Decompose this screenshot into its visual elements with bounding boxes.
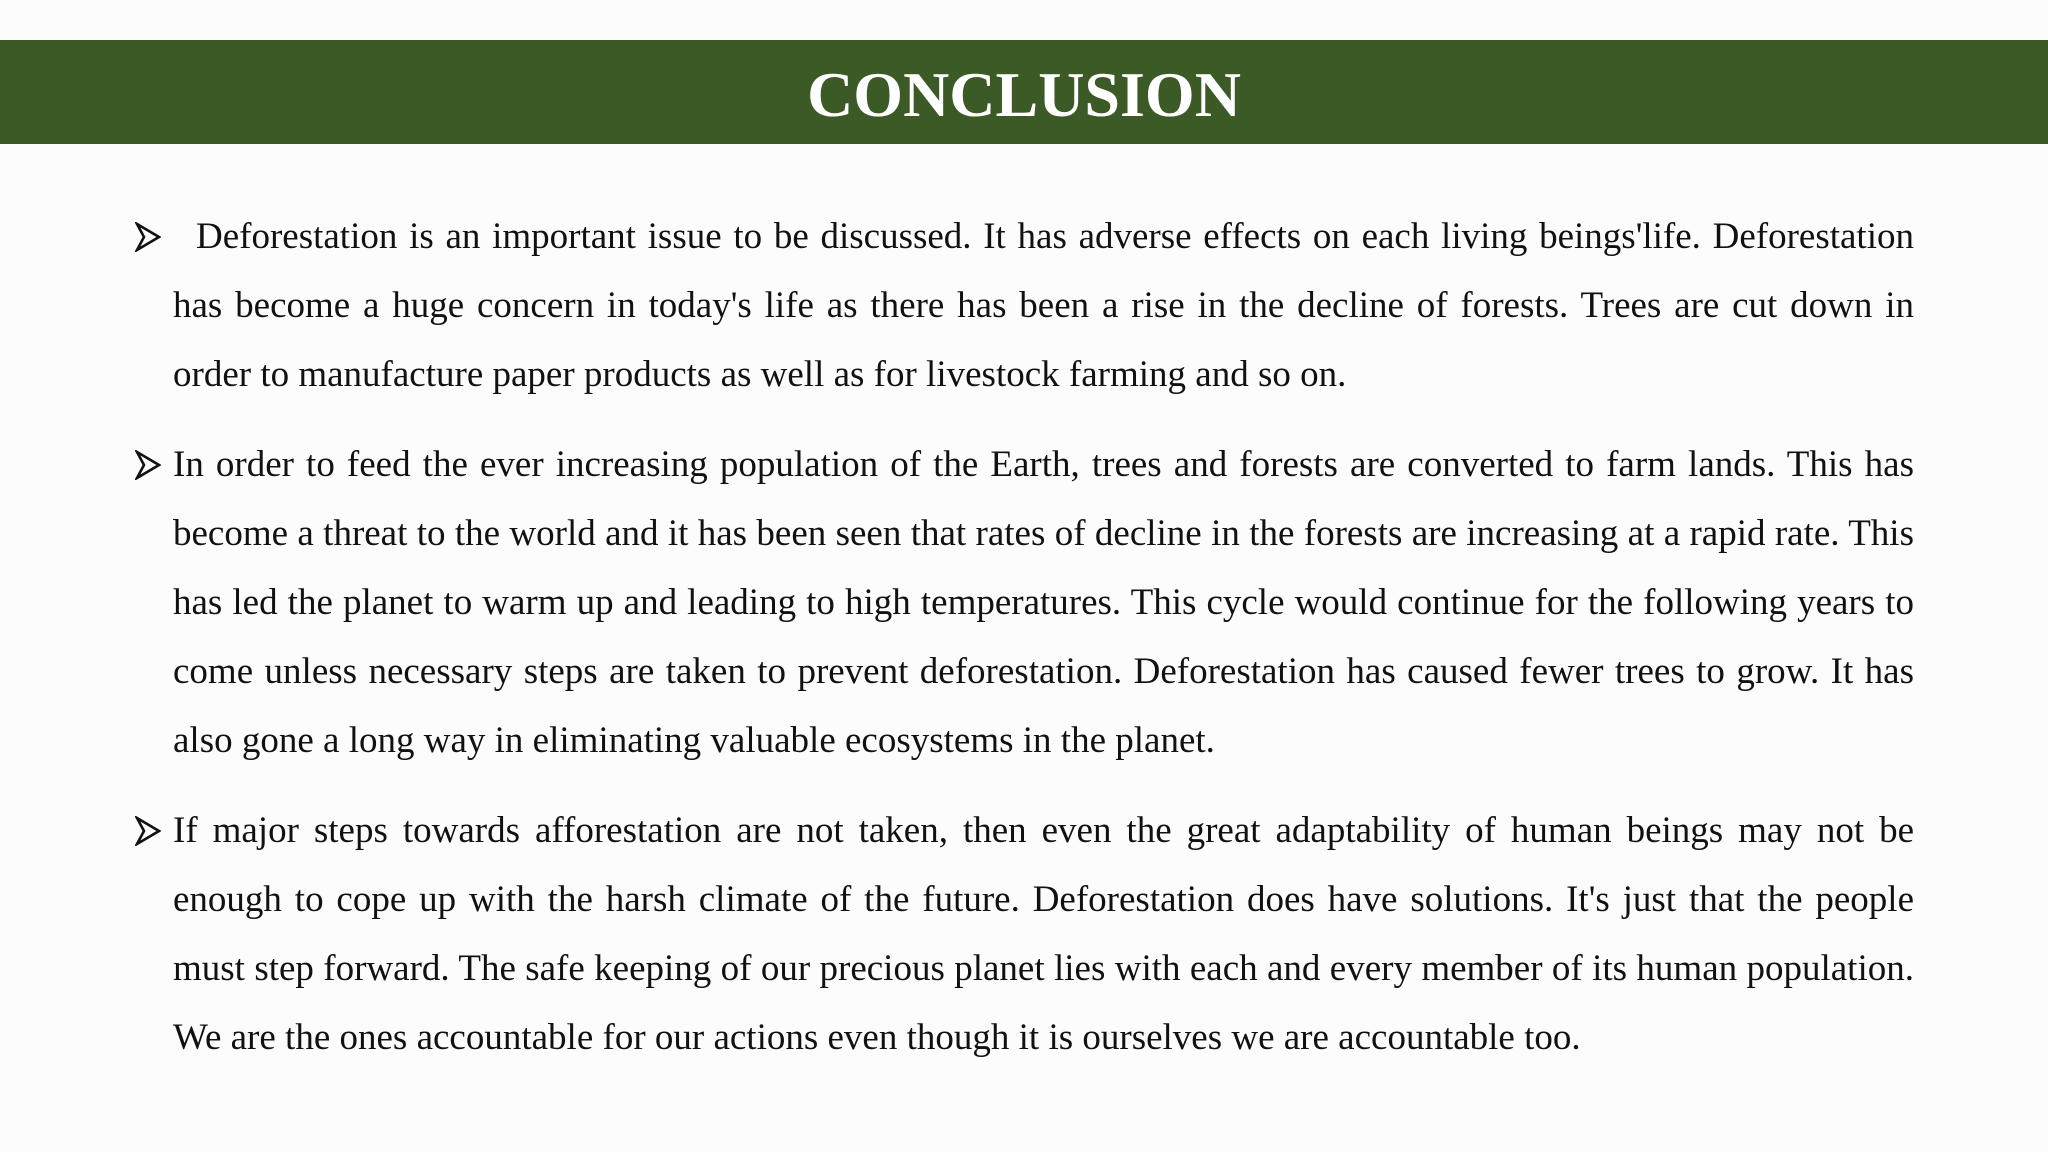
bullet-item: [135, 796, 1914, 1072]
bullet-list: [135, 202, 1914, 1093]
arrowhead-bullet-icon: [135, 450, 161, 480]
bullet-item: [135, 202, 1914, 409]
bullet-item: [135, 430, 1914, 775]
bullet-text: Deforestation is an important issue to be discussed. It has adverse effects on each living beings'life. Deforestation has become a huge concern in today's life as there has been a rise in the decline of forests. Trees are cut down in order to manufacture paper products as well as for livestock farming and so on.: [173, 216, 1914, 395]
bullet-text: If major steps towards afforestation are not taken, then even the great adaptability of human beings may not be enough to cope up with the harsh climate of the future. Deforestation does have solutions. It's just that the people must step forward. The safe keeping of our precious planet lies with each and every member of its human population. We are the ones accountable for our actions even though it is ourselves we are accountable too.: [173, 810, 1914, 1058]
arrowhead-bullet-icon: [135, 222, 161, 252]
slide-title: CONCLUSION: [807, 59, 1241, 130]
bullet-text: In order to feed the ever increasing population of the Earth, trees and forests are converted to farm lands. This has become a threat to the world and it has been seen that rates of decline in the forests are increasing at a rapid rate. This has led the planet to warm up and leading to high temperatures. This cycle would continue for the following years to come unless necessary steps are taken to prevent deforestation. Deforestation has caused fewer trees to grow. It has also gone a long way in eliminating valuable ecosystems in the planet.: [173, 444, 1914, 761]
arrowhead-bullet-icon: [135, 816, 161, 846]
title-bar: [0, 40, 2048, 144]
